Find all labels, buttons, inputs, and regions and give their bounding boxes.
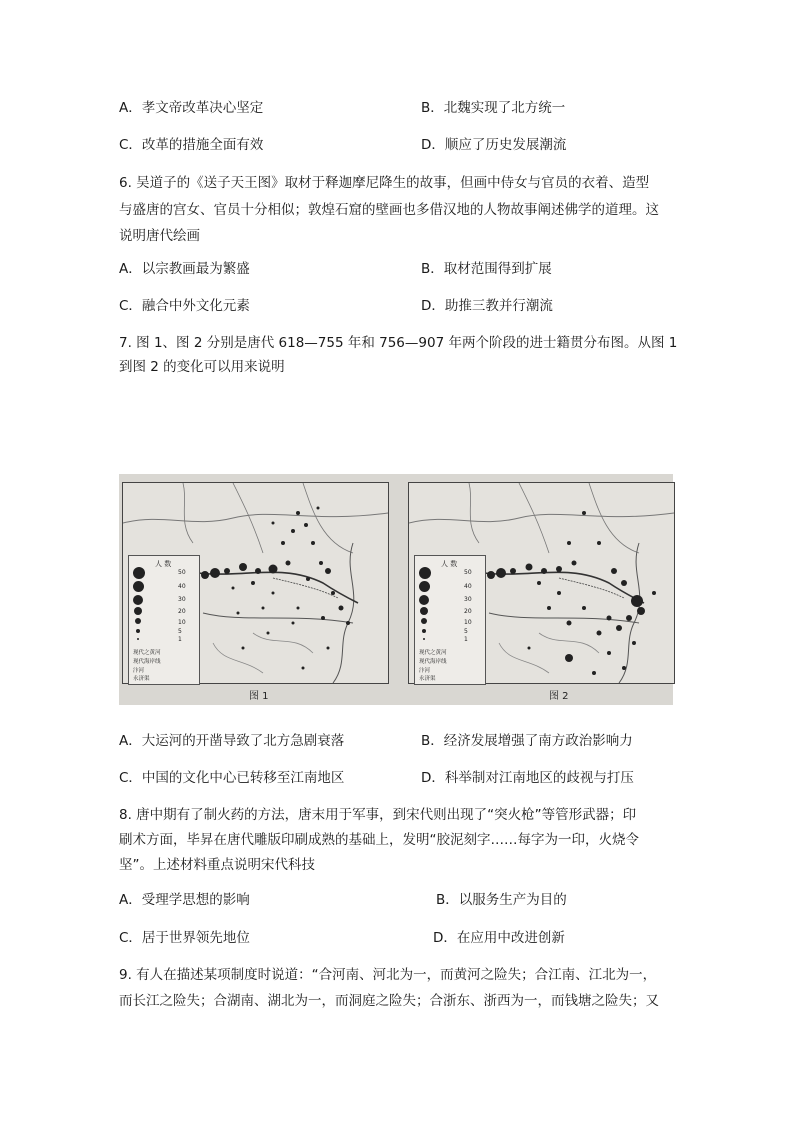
q6-option-d: D．助推三教并行潮流: [421, 298, 553, 314]
q6-stem-line1: 6. 吴道子的《送子天王图》取材于释迦摩尼降生的故事，但画中侍女与官员的衣着、造型: [119, 175, 650, 191]
legend-line-label: 汴河: [133, 668, 145, 674]
q5-option-d: D．顺应了历史发展潮流: [421, 137, 567, 153]
q5-option-a: A．孝文帝改革决心坚定: [119, 100, 264, 116]
map-figure-1: [122, 482, 389, 684]
q8-option-b: B．以服务生产为目的: [436, 892, 567, 908]
legend-value: 50: [178, 569, 186, 576]
legend-value: 20: [464, 608, 472, 615]
map-2-legend: [414, 555, 486, 685]
legend-value: 40: [178, 583, 186, 590]
jinshi-distribution-figure: [119, 474, 673, 705]
legend-line-label: 永济渠: [419, 676, 436, 682]
legend-value: 40: [464, 583, 472, 590]
q7-stem-line1: 7. 图 1、图 2 分别是唐代 618—755 年和 756—907 年两个阶段的进士籍贯分布图。从图 1: [119, 335, 678, 351]
legend-line-label: 永济渠: [133, 676, 150, 682]
legend-line-label: 现代之黄河: [419, 650, 447, 656]
q9-stem-line1: 9. 有人在描述某项制度时说道：“合河南、河北为一，而黄河之险失；合江南、江北为一，: [119, 967, 657, 983]
legend-line-label: 现代之黄河: [133, 650, 161, 656]
legend-value: 10: [464, 619, 472, 626]
q5-option-b: B．北魏实现了北方统一: [421, 100, 566, 116]
q6-stem-line3: 说明唐代绘画: [119, 228, 200, 244]
legend-value: 1: [178, 636, 182, 643]
q5-option-c: C．改革的措施全面有效: [119, 137, 264, 153]
map-1-legend: [128, 555, 200, 685]
legend-title: 人 数: [441, 560, 458, 568]
legend-value: 10: [178, 619, 186, 626]
q7-option-c: C．中国的文化中心已转移至江南地区: [119, 770, 345, 786]
legend-value: 1: [464, 636, 468, 643]
legend-value: 30: [464, 596, 472, 603]
legend-value: 50: [464, 569, 472, 576]
legend-value: 5: [464, 628, 468, 635]
legend-line-label: 汴河: [419, 668, 431, 674]
legend-line-label: 现代海岸线: [419, 659, 447, 665]
q8-stem-line1: 8. 唐中期有了制火药的方法，唐末用于军事，到宋代则出现了“突火枪”等管形武器；印: [119, 807, 637, 823]
q8-option-d: D．在应用中改进创新: [433, 930, 565, 946]
legend-value: 30: [178, 596, 186, 603]
map-figure-2: [408, 482, 675, 684]
legend-line-label: 现代海岸线: [133, 659, 161, 665]
q6-option-b: B．取材范围得到扩展: [421, 261, 552, 277]
q6-stem-line2: 与盛唐的宫女、官员十分相似；敦煌石窟的壁画也多借汉地的人物故事阐述佛学的道理。这: [119, 202, 659, 218]
q8-stem-line3: 坚”。上述材料重点说明宋代科技: [119, 857, 315, 873]
legend-value: 20: [178, 608, 186, 615]
q8-option-c: C．居于世界领先地位: [119, 930, 250, 946]
q6-option-a: A．以宗教画最为繁盛: [119, 261, 250, 277]
q8-stem-line2: 刷术方面，毕昇在唐代雕版印刷成熟的基础上，发明“胶泥刻字……每字为一印，火烧令: [119, 832, 639, 848]
figure-1-caption: 图 1: [249, 691, 269, 702]
q7-option-a: A．大运河的开凿导致了北方急剧衰落: [119, 733, 345, 749]
q9-stem-line2: 而长江之险失；合湖南、湖北为一，而洞庭之险失；合浙东、浙西为一，而钱塘之险失；又: [119, 993, 659, 1009]
q7-option-b: B．经济发展增强了南方政治影响力: [421, 733, 633, 749]
q7-option-d: D．科举制对江南地区的歧视与打压: [421, 770, 634, 786]
figure-2-caption: 图 2: [549, 691, 569, 702]
legend-title: 人 数: [155, 560, 172, 568]
q6-option-c: C．融合中外文化元素: [119, 298, 250, 314]
legend-value: 5: [178, 628, 182, 635]
q8-option-a: A．受理学思想的影响: [119, 892, 250, 908]
q7-stem-line2: 到图 2 的变化可以用来说明: [119, 359, 285, 375]
